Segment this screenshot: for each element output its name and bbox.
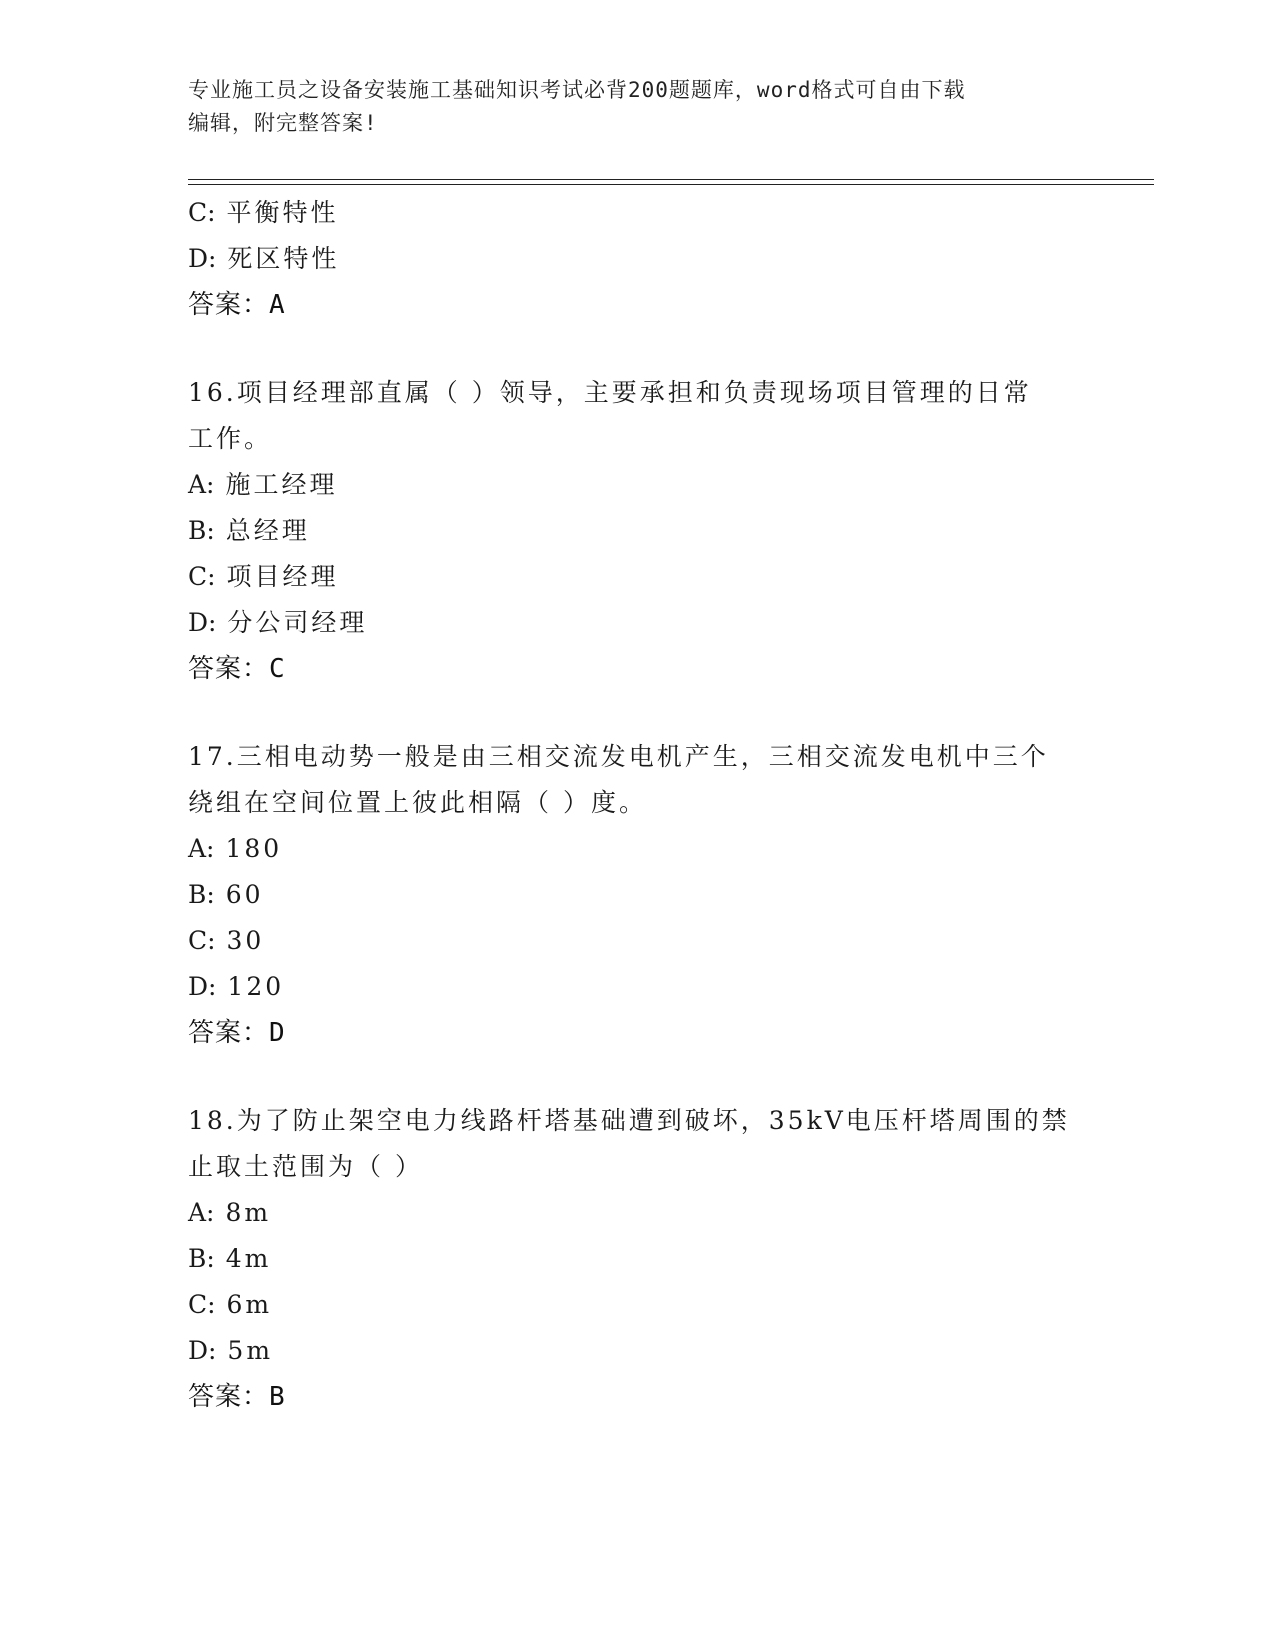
partial-question: [188, 190, 1088, 328]
question-stem-line-1: 18.为了防止架空电力线路杆塔基础遭到破坏，35kV电压杆塔周围的禁: [188, 1106, 1070, 1135]
option-d: [188, 964, 1088, 1010]
option-text: 死区特性: [227, 244, 340, 273]
question-16: [188, 370, 1088, 692]
option-a: [188, 462, 1088, 508]
option-c: [188, 554, 1088, 600]
answer-value: A: [269, 290, 286, 320]
option-key: A:: [188, 470, 215, 499]
option-b: [188, 1236, 1088, 1282]
question-list: [188, 190, 1088, 1420]
answer-label: 答案：: [188, 654, 270, 684]
question-stem: [188, 370, 1068, 462]
option-c: [188, 1282, 1088, 1328]
answer-value: D: [269, 1018, 286, 1048]
question-stem: [188, 734, 1068, 826]
answer-label: 答案：: [188, 1382, 270, 1412]
question-stem-line-1: 16.项目经理部直属（ ）领导，主要承担和负责现场项目管理的日常: [188, 378, 1032, 407]
option-c: [188, 918, 1088, 964]
header-line-1: 专业施工员之设备安装施工基础知识考试必背200题题库，word格式可自由下载: [188, 78, 966, 102]
header-line-2: 编辑，附完整答案!: [188, 111, 378, 135]
option-key: B:: [188, 880, 215, 909]
option-key: C:: [188, 198, 216, 227]
option-a: [188, 1190, 1088, 1236]
option-b: [188, 508, 1088, 554]
answer-line: [188, 646, 1088, 692]
option-text: 施工经理: [225, 470, 338, 499]
question-18: [188, 1098, 1088, 1420]
option-text: 120: [227, 972, 285, 1001]
header-divider-bottom: [188, 184, 1154, 185]
answer-value: C: [269, 654, 286, 684]
option-text: 项目经理: [226, 562, 339, 591]
option-text: 6m: [226, 1290, 273, 1319]
option-key: A:: [188, 834, 215, 863]
answer-line: [188, 1010, 1088, 1056]
question-stem-line-2: 工作。: [188, 424, 273, 453]
header-divider-top: [188, 179, 1154, 180]
option-key: D:: [188, 608, 217, 637]
question-stem: [188, 1098, 1068, 1190]
answer-label: 答案：: [188, 290, 270, 320]
option-key: A:: [188, 1198, 215, 1227]
option-text: 总经理: [225, 516, 310, 545]
option-a: [188, 826, 1088, 872]
option-text: 8m: [225, 1198, 272, 1227]
option-key: B:: [188, 516, 215, 545]
option-text: 60: [225, 880, 264, 909]
option-text: 分公司经理: [227, 608, 368, 637]
option-d: [188, 236, 1088, 282]
page-header: [188, 74, 1068, 140]
option-text: 30: [226, 926, 265, 955]
option-key: B:: [188, 1244, 215, 1273]
answer-value: B: [269, 1382, 286, 1412]
option-text: 5m: [227, 1336, 274, 1365]
option-text: 平衡特性: [226, 198, 339, 227]
question-stem-line-2: 止取土范围为（ ）: [188, 1152, 423, 1181]
option-key: C:: [188, 1290, 216, 1319]
option-key: D:: [188, 972, 217, 1001]
option-key: D:: [188, 1336, 217, 1365]
option-d: [188, 600, 1088, 646]
option-key: D:: [188, 244, 217, 273]
option-d: [188, 1328, 1088, 1374]
option-text: 4m: [225, 1244, 272, 1273]
question-stem-line-2: 绕组在空间位置上彼此相隔（ ）度。: [188, 788, 647, 817]
option-b: [188, 872, 1088, 918]
option-key: C:: [188, 926, 216, 955]
answer-label: 答案：: [188, 1018, 270, 1048]
question-17: [188, 734, 1088, 1056]
answer-line: [188, 282, 1088, 328]
answer-line: [188, 1374, 1088, 1420]
option-text: 180: [225, 834, 283, 863]
question-stem-line-1: 17.三相电动势一般是由三相交流发电机产生，三相交流发电机中三个: [188, 742, 1049, 771]
option-key: C:: [188, 562, 216, 591]
option-c: [188, 190, 1088, 236]
